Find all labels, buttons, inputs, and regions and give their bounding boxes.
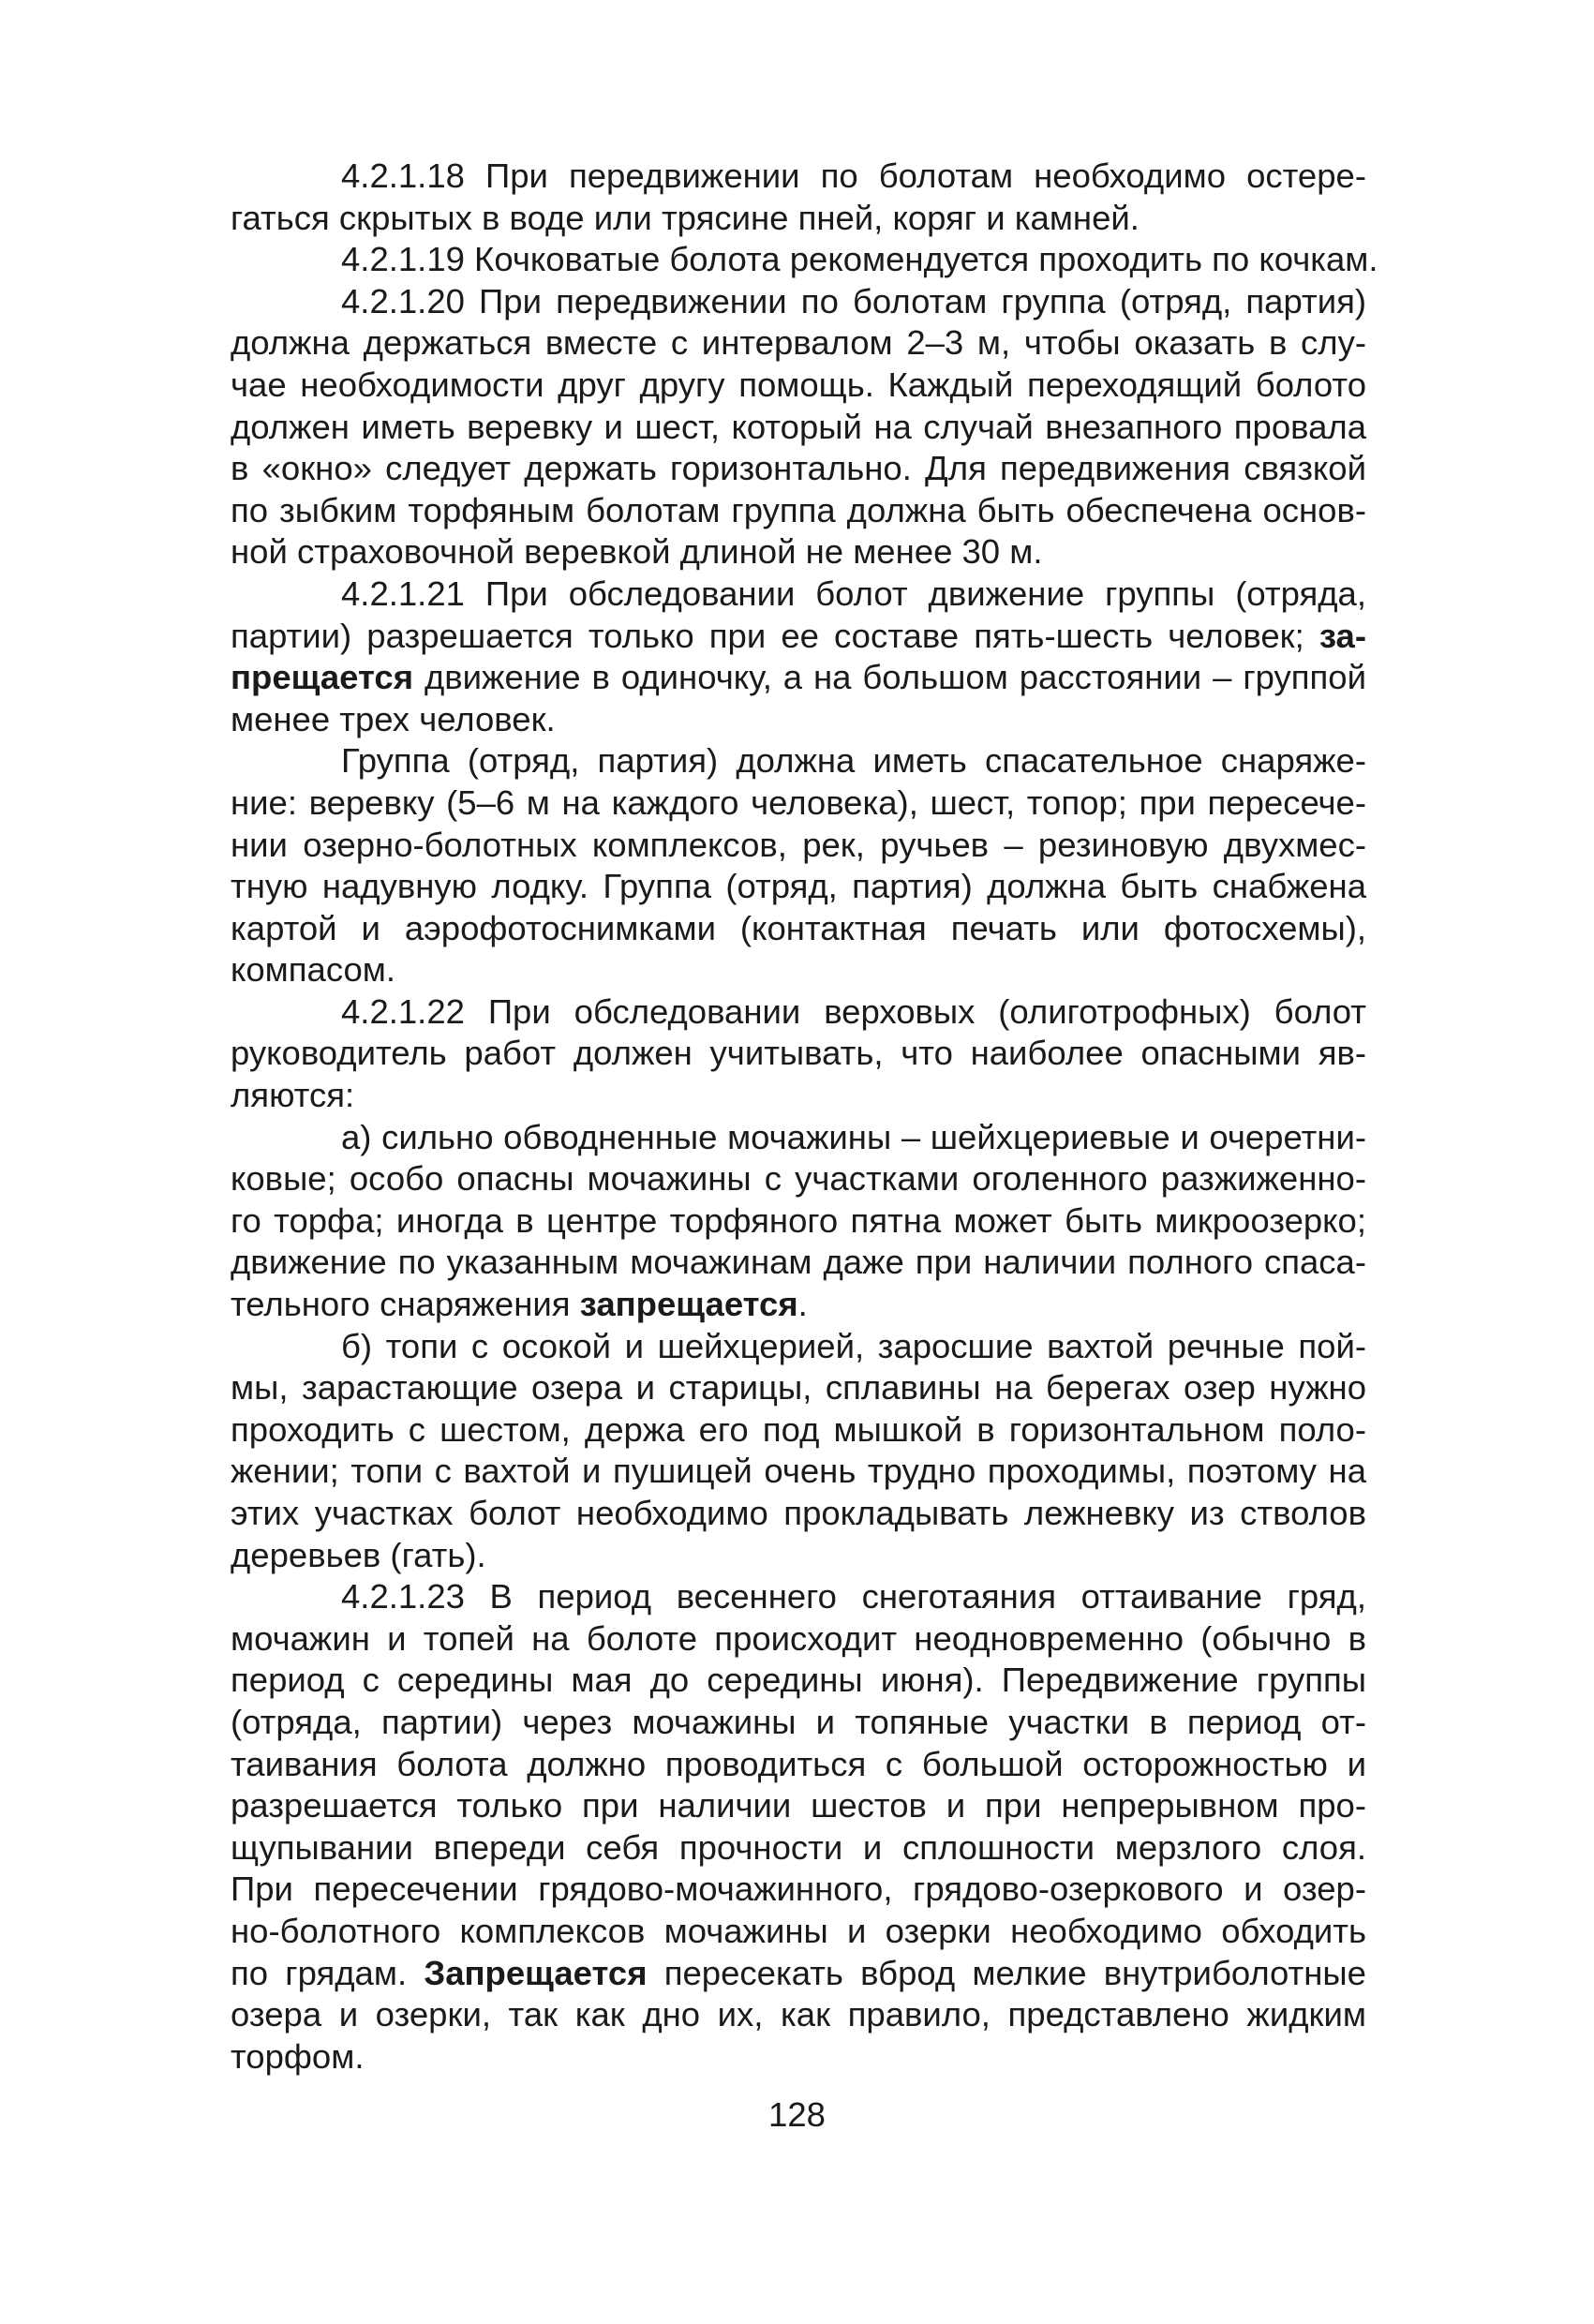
text-line: в «окно» следует держать горизонтально. Для передвижения связкой: [231, 449, 1366, 488]
emphasis-bold: прещается: [231, 658, 413, 697]
text-line: разрешается только при наличии шестов и при непрерывном про-: [231, 1786, 1366, 1825]
text-fragment: тельного снаряжения: [231, 1285, 571, 1324]
text-line: менее трех человек.: [231, 699, 556, 738]
text-line: [231, 1284, 1366, 1326]
emphasis-bold: Запрещается: [424, 1953, 648, 1992]
text-line: При пересечении грядово-мочажинного, грядово-озеркового и озер-: [231, 1870, 1366, 1909]
text-line: нии озерно-болотных комплексов, рек, ручьев – резиновую двухмес-: [231, 825, 1366, 864]
text-line: а) сильно обводненные мочажины – шейхцериевые и очеретни-: [341, 1117, 1366, 1156]
text-line: этих участках болот необходимо прокладывать лежневку из стволов: [231, 1494, 1366, 1532]
text-line: Группа (отряд, партия) должна иметь спасательное снаряже-: [341, 741, 1366, 781]
text-line: ние: веревку (5–6 м на каждого человека), шест, топор; при пересече-: [231, 782, 1366, 822]
text-line: 4.2.1.19 Кочковатые болота рекомендуется проходить по кочкам.: [341, 240, 1378, 279]
text-line: руководитель работ должен учитывать, что наиболее опасными яв-: [231, 1034, 1366, 1073]
text-line: движение по указанным мочажинам даже при наличии полного спаса-: [231, 1243, 1366, 1282]
text-line: 4.2.1.18 При передвижении по болотам необходимо остере-: [341, 156, 1366, 195]
document-page: [231, 156, 1378, 2078]
text-line: таивания болота должно проводиться с большой осторожностью и: [231, 1744, 1366, 1783]
text-line: мы, зарастающие озера и старицы, сплавины на берегах озер нужно: [231, 1368, 1366, 1408]
text-line: ковые; особо опасны мочажины с участками оголенного разжиженно-: [231, 1159, 1366, 1199]
text-line: 4.2.1.20 При передвижении по болотам группа (отряд, партия): [341, 281, 1366, 320]
text-line: тную надувную лодку. Группа (отряд, партия) должна быть снабжена: [231, 867, 1366, 906]
text-line: щупывании впереди себя прочности и сплошности мерзлого слоя.: [231, 1827, 1366, 1867]
text-line: деревьев (гать).: [231, 1535, 486, 1574]
text-fragment: .: [797, 1285, 808, 1324]
text-line: гаться скрытых в воде или трясине пней, коряг и камней.: [231, 198, 1140, 237]
text-line: 4.2.1.21 При обследовании болот движение группы (отряда,: [341, 574, 1366, 613]
text-fragment: пересекать вброд мелкие внутриболотные: [663, 1953, 1366, 1992]
text-line: [231, 1953, 1366, 1995]
text-line: период с середины мая до середины июня). Передвижение группы: [231, 1661, 1366, 1700]
text-line: чае необходимости друг другу помощь. Каждый переходящий болото: [231, 365, 1366, 404]
text-line: (отряда, партии) через мочажины и топяные участки в период от-: [231, 1702, 1366, 1741]
text-fragment: движение в одиночку, а на большом расстоянии – группой: [424, 658, 1366, 697]
text-line: по зыбким торфяным болотам группа должна быть обеспечена основ-: [231, 490, 1366, 529]
text-line: 4.2.1.22 При обследовании верховых (олиготрофных) болот: [341, 991, 1366, 1031]
text-line: [231, 616, 1366, 658]
text-line: жении; топи с вахтой и пушицей очень трудно проходимы, поэтому на: [231, 1452, 1366, 1491]
text-line: ляются:: [231, 1076, 355, 1115]
text-line: торфом.: [231, 2036, 365, 2076]
emphasis-bold: за-: [1318, 616, 1366, 655]
text-line: [231, 657, 1366, 699]
text-line: проходить с шестом, держа его под мышкой в горизонтальном поло-: [231, 1409, 1366, 1449]
text-line: ной страховочной веревкой длиной не менее 30 м.: [231, 532, 1043, 572]
text-line: должна держаться вместе с интервалом 2–3 м, чтобы оказать в слу-: [231, 323, 1366, 363]
text-fragment: по грядам.: [231, 1953, 408, 1992]
text-line: озера и озерки, так как дно их, как правило, представлено жидким: [231, 1995, 1366, 2034]
text-line: картой и аэрофотоснимками (контактная печать или фотосхемы),: [231, 908, 1366, 947]
text-line: го торфа; иногда в центре торфяного пятна может быть микроозерко;: [231, 1200, 1366, 1240]
text-line: 4.2.1.23 В период весеннего снеготаяния оттаивание гряд,: [341, 1577, 1366, 1616]
text-line: мочажин и топей на болоте происходит неодновременно (обычно в: [231, 1618, 1366, 1658]
text-line: но-болотного комплексов мочажины и озерки необходимо обходить: [231, 1911, 1366, 1950]
text-fragment: партии) разрешается только при ее составе пять-шесть человек;: [231, 616, 1304, 655]
page-number: 128: [768, 2095, 826, 2134]
text-line: должен иметь веревку и шест, который на случай внезапного провала: [231, 407, 1366, 446]
text-line: б) топи с осокой и шейхцерией, заросшие вахтой речные пой-: [341, 1326, 1366, 1365]
text-line: компасом.: [231, 950, 396, 990]
emphasis-bold: запрещается: [579, 1285, 798, 1324]
